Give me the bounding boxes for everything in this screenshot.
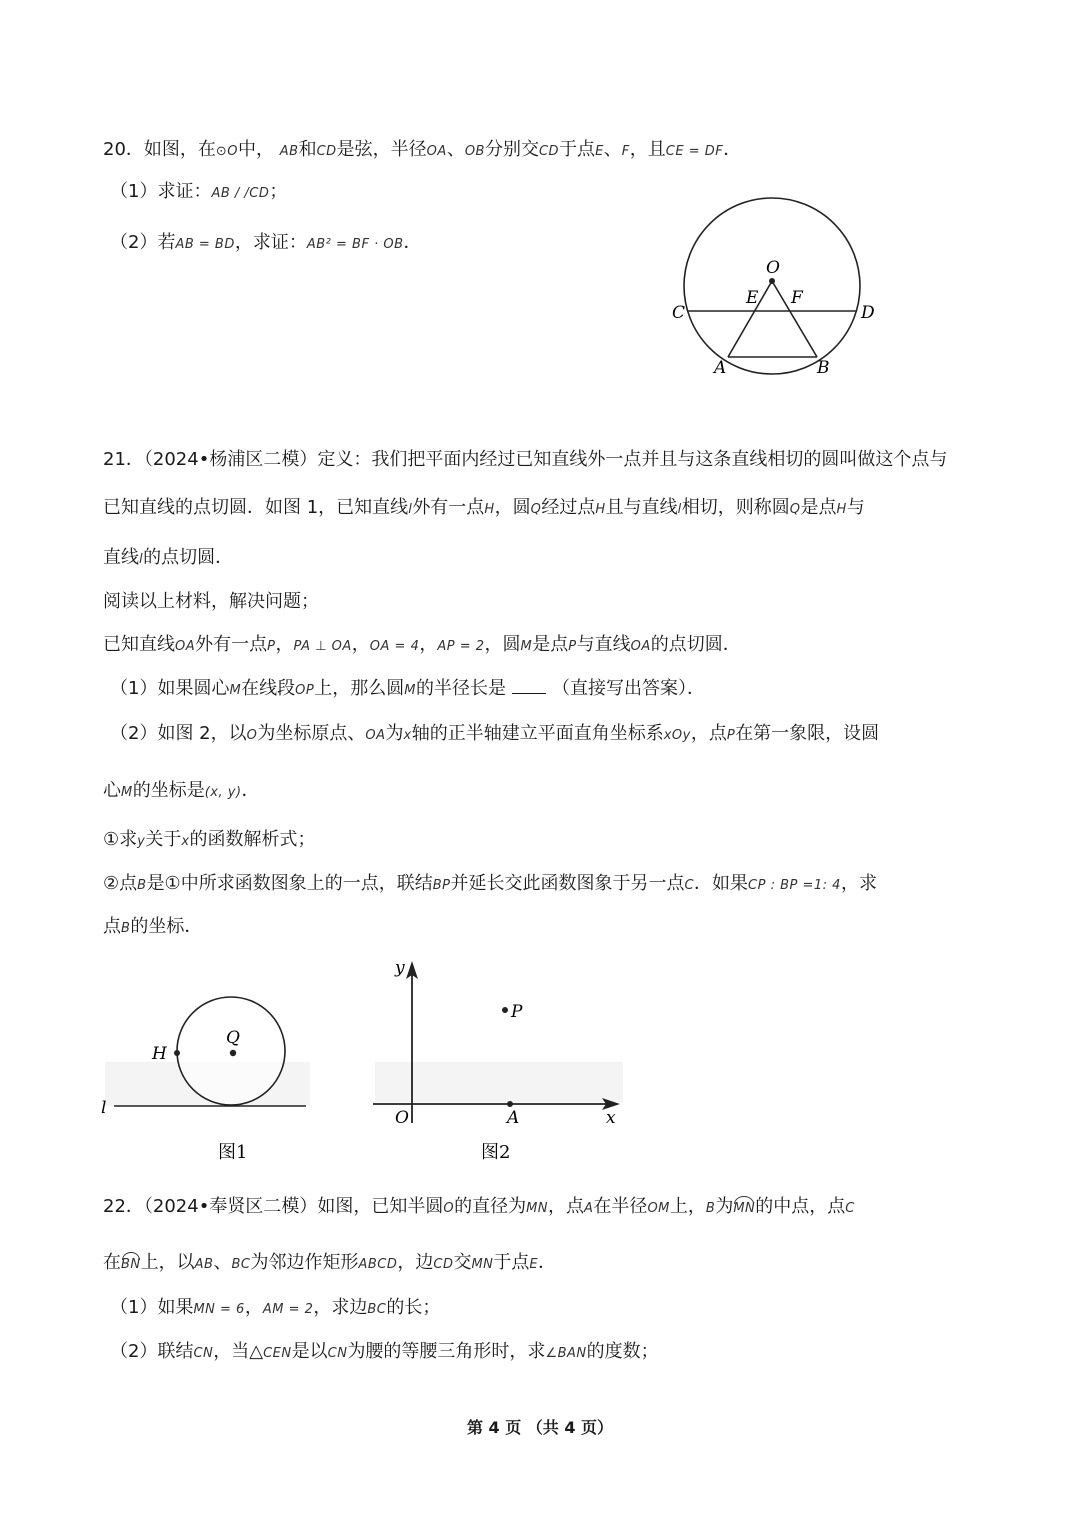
fig1-label-h: H [152,1044,167,1064]
q22-line2: 在 BN上，以AB、BC为邻边作矩形ABCD，边CD交MN于点E． [103,1252,557,1273]
q20-circle-figure [660,185,890,385]
fig2-caption: 图2 [481,1142,511,1163]
q21-line1: 21．（2024•杨浦区二模）定义：我们把平面内经过已知直线外一点并且与这条直线相切的圆叫做这个点与 [103,449,948,470]
q21-line5: 已知直线OA外有一点P，PA ⊥ OA，OA = 4，AP = 2，圆M是点P与直线OA的点切圆． [103,634,741,655]
fig2-label-p: P [511,1002,523,1022]
q21-line4: 阅读以上材料，解决问题； [103,591,319,612]
q21-line2: 已知直线的点切圆．如图 1，已知直线l外有一点H，圆Q经过点H且与直线l相切，则称圆Q是点H与 [103,497,865,518]
fig1-label-l: l [101,1098,107,1118]
q20-line1: 20．如图，在⊙O中， AB和CD是弦，半径OA、OB分别交CD于点E、F，且CE = DF． [103,139,742,160]
q21-line7: （2）如图 2，以O为坐标原点、OA为x轴的正半轴建立平面直角坐标系xOy，点P在第一象限，设圆 [110,723,880,744]
q21-line10: ②点B是①中所求函数图象上的一点，联结BP并延长交此函数图象于另一点C．如果CP : BP =1: 4，求 [103,873,877,894]
arc-bn: BN [121,1252,141,1271]
label-e: E [746,288,759,308]
q22-line1: 22．（2024•奉贤区二模）如图，已知半圆O的直径为MN，点A在半径OM上，B为 MN的中点，点C [103,1196,855,1217]
label-d: D [861,303,875,323]
fig2-label-y: y [395,958,405,978]
q21-figure1 [100,990,315,1165]
label-o: O [766,258,780,278]
fig1-label-q: Q [226,1028,240,1048]
label-b: B [817,358,830,378]
label-f: F [791,288,803,308]
fig2-point-a [507,1101,513,1107]
fig1-caption: 图1 [218,1142,248,1163]
page-footer: 第 4 页 （共 4 页） [466,1418,614,1437]
label-a: A [714,358,727,378]
q22-line3: （1）如果MN = 6，AM = 2，求边BC的长； [110,1297,441,1318]
q21-line8: 心M的坐标是(x, y)． [103,780,260,801]
q21-figure2 [365,955,630,1170]
circle-o [684,198,860,374]
fig1-point-h [174,1050,180,1056]
q22-line4: （2）联结CN，当△CEN是以CN为腰的等腰三角形时，求∠BAN的度数； [110,1341,659,1362]
q21-line3: 直线l的点切圆． [103,547,234,568]
fig1-point-q [230,1050,236,1056]
q21-line6: （1）如果圆心M在线段OP上，那么圆M的半径长是 （直接写出答案）． [110,678,705,699]
label-c: C [672,303,686,323]
fig2-label-a: A [507,1108,520,1128]
center-dot [769,278,775,284]
q20-line3: （2）若AB = BD，求证：AB² = BF · OB． [110,232,422,253]
fig2-label-o: O [395,1108,409,1128]
q20-line2: （1）求证：AB / /CD； [110,181,288,202]
q21-line11: 点B的坐标． [103,916,203,937]
fig2-point-p [502,1007,508,1013]
answer-blank[interactable] [512,679,546,694]
fig2-label-x: x [606,1108,616,1128]
q21-line9: ①求y关于x的函数解析式； [103,829,316,850]
arc-mn: MN [733,1196,755,1215]
